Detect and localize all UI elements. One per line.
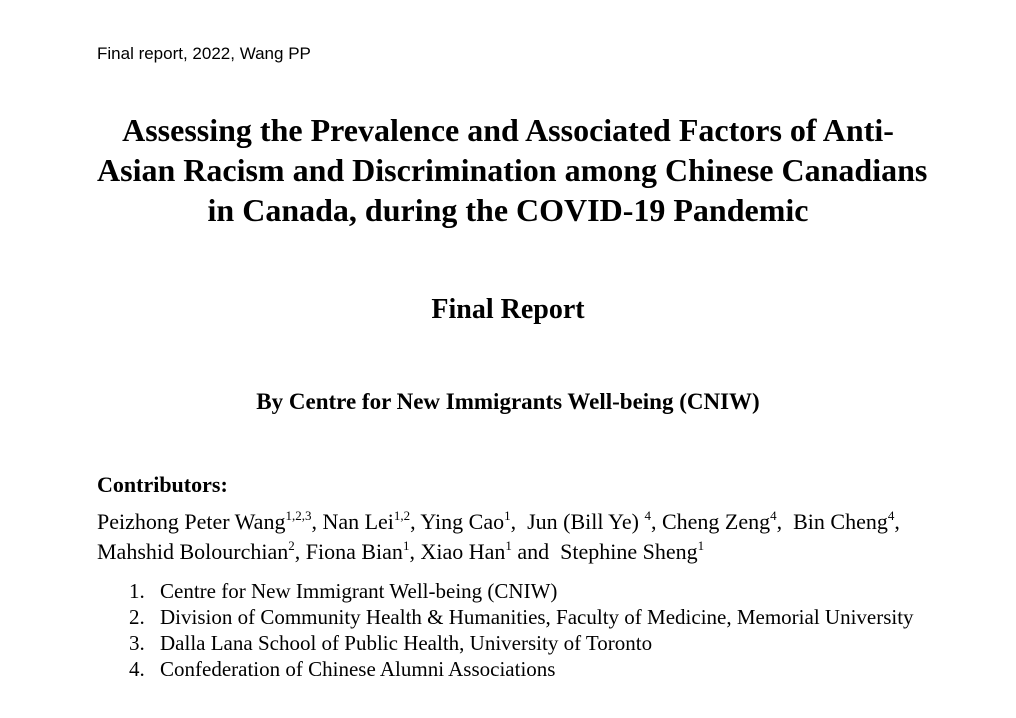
- running-header: Final report, 2022, Wang PP: [97, 44, 311, 63]
- author-affiliation-superscript: 1: [697, 537, 705, 553]
- title-line-3: in Canada, during the COVID-19 Pandemic: [207, 192, 809, 228]
- affiliation-list: [97, 578, 919, 682]
- author-line: Peizhong Peter Wang$^{1,2,3}$, Nan Lei$^{1,2}$, Ying Cao$^1$, Jun (Bill Ye) $^4$, Cheng Zeng$^4$, Bin Cheng$^4$,: [97, 507, 900, 534]
- affiliation-text: Dalla Lana School of Public Health, University of Toronto: [160, 631, 653, 655]
- affiliation-number: 4.: [129, 657, 145, 681]
- author-affiliation-superscript: 4: [887, 507, 895, 523]
- affiliation-item: [129, 578, 919, 604]
- affiliation-text: Centre for New Immigrant Well-being (CNIW): [160, 579, 558, 603]
- affiliation-text: Confederation of Chinese Alumni Associations: [160, 657, 556, 681]
- author-affiliation-superscript: 1,2,3: [285, 507, 312, 523]
- author-affiliation-superscript: 4: [644, 507, 651, 523]
- title-line-2: Asian Racism and Discrimination among Chinese Canadians: [97, 152, 928, 188]
- author-affiliation-superscript: 1,2: [393, 507, 411, 523]
- affiliation-item: [129, 656, 919, 682]
- title-line-1: Assessing the Prevalence and Associated Factors of Anti-: [122, 112, 894, 148]
- affiliation-item: [129, 604, 919, 630]
- contributors-heading: Contributors:: [97, 472, 228, 497]
- contributors-paragraph: [97, 507, 919, 567]
- document-title: [97, 110, 928, 230]
- author-affiliation-superscript: 1: [505, 537, 512, 553]
- affiliation-number: 3.: [129, 631, 145, 655]
- affiliation-number: 1.: [129, 579, 145, 603]
- author-affiliation-superscript: 4: [770, 507, 777, 523]
- author-line: Mahshid Bolourchian$^2$, Fiona Bian$^1$, Xiao Han$^1$ and Stephine Sheng$^1$: [97, 537, 705, 564]
- author-affiliation-superscript: 1: [504, 507, 511, 523]
- affiliation-item: [129, 630, 919, 656]
- byline: By Centre for New Immigrants Well-being (CNIW): [256, 389, 760, 414]
- author-affiliation-superscript: 1: [402, 537, 410, 553]
- affiliation-text: Division of Community Health & Humanities, Faculty of Medicine, Memorial University: [160, 605, 914, 629]
- author-affiliation-superscript: 2: [288, 537, 295, 553]
- affiliation-number: 2.: [129, 605, 145, 629]
- report-type-label: Final Report: [431, 294, 585, 325]
